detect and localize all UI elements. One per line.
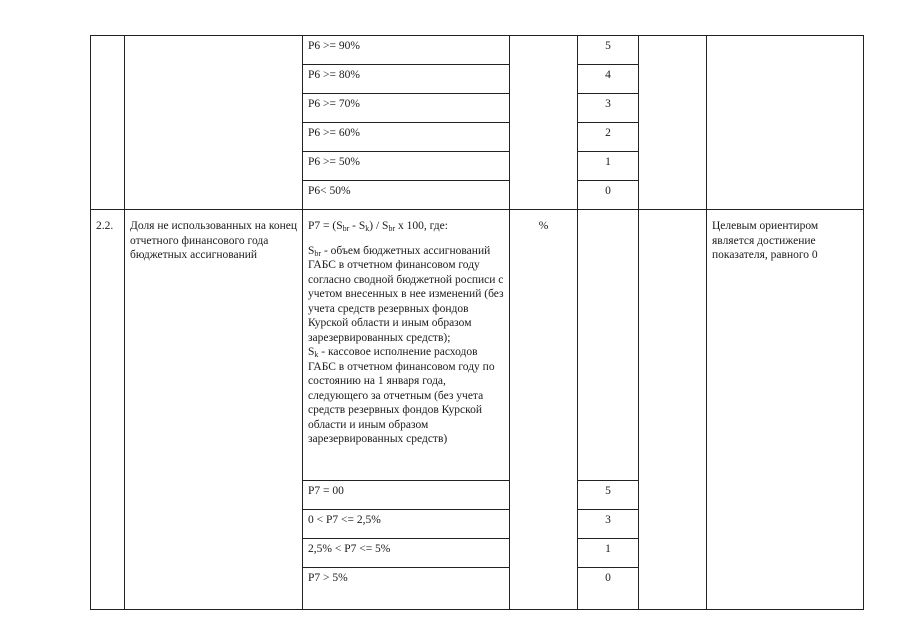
- criterion-cell: Р6 >= 60%: [303, 123, 510, 152]
- criterion-cell: Р6 >= 50%: [303, 152, 510, 181]
- definition-sbr: $S_{br}$ - объем бюджетных ассигнований ГАБС в отчетном финансовом году согласно сводной бюджетной росписи с учетом внесенных в нее изменений (без учета средств резервных фондов Курской области и иным образом зарезервированных средств);: [308, 244, 504, 344]
- note-cell: Целевым ориентиром является достижение показателя, равного 0: [707, 210, 864, 610]
- criterion-cell: Р7 = 00: [303, 481, 510, 510]
- extra-cell-empty: [639, 36, 707, 210]
- criterion-cell: Р6 >= 80%: [303, 65, 510, 94]
- name-cell-empty: [125, 36, 303, 210]
- score-cell: 2: [578, 123, 639, 152]
- score-cell: 5: [578, 36, 639, 65]
- table-row: [91, 36, 864, 65]
- item-number: 2.2.: [91, 210, 125, 610]
- score-cell: 4: [578, 65, 639, 94]
- formula: $Р7 = (S_{br} - S_k) / S_{br}$ x 100, где:: [308, 220, 448, 233]
- score-cell: 5: [578, 481, 639, 510]
- indicator-table: [90, 35, 864, 610]
- score-cell: 0: [578, 181, 639, 210]
- definition-sk: $S_k$ - кассовое исполнение расходов ГАБС в отчетном финансовом году по состоянию на 1 января года, следующего за отчетным (без учета средств резервных фондов Курской области и иным образом зарезервированных средств): [308, 346, 495, 445]
- score-cell: 3: [578, 94, 639, 123]
- criterion-cell: 2,5% < Р7 <= 5%: [303, 539, 510, 568]
- criterion-cell: Р6< 50%: [303, 181, 510, 210]
- note-cell-empty: [707, 36, 864, 210]
- extra-cell-empty: [639, 210, 707, 610]
- score-cell: 1: [578, 152, 639, 181]
- criterion-cell: Р6 >= 70%: [303, 94, 510, 123]
- table-row: [91, 210, 864, 481]
- criterion-cell: Р7 > 5%: [303, 568, 510, 610]
- score-cell-empty: [578, 210, 639, 481]
- criterion-cell: 0 < Р7 <= 2,5%: [303, 510, 510, 539]
- criterion-cell: Р6 >= 90%: [303, 36, 510, 65]
- score-cell: 0: [578, 568, 639, 610]
- unit-cell: %: [510, 210, 578, 610]
- number-cell-empty: [91, 36, 125, 210]
- formula-cell: [303, 210, 510, 481]
- score-cell: 3: [578, 510, 639, 539]
- unit-cell-empty: [510, 36, 578, 210]
- indicator-name: Доля не использованных на конец отчетного финансового года бюджетных ассигнований: [125, 210, 303, 610]
- score-cell: 1: [578, 539, 639, 568]
